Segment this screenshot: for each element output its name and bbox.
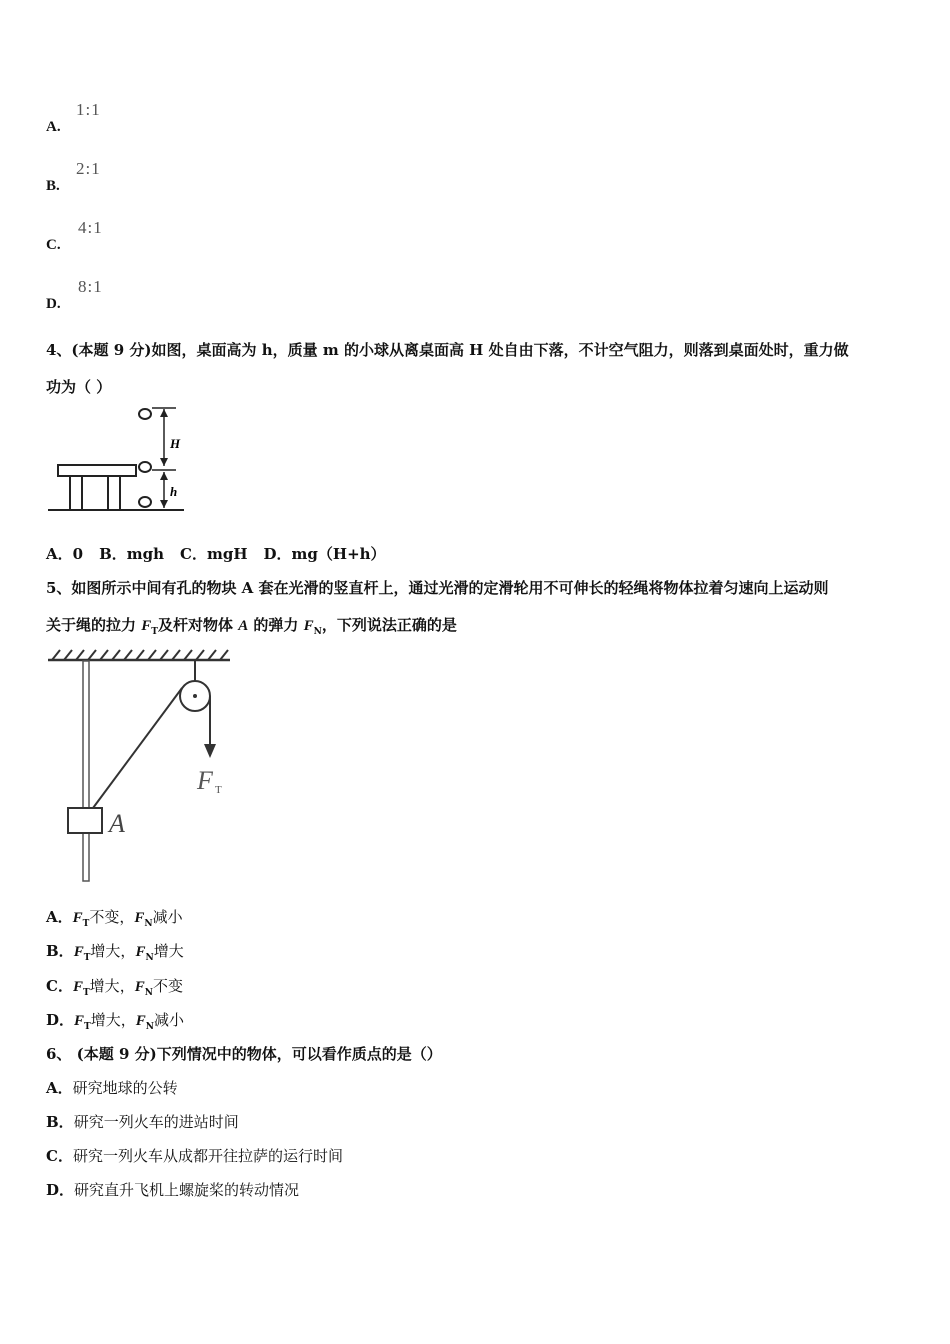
option-text: mgH [206, 545, 248, 563]
table-top [58, 465, 136, 476]
q4-options [46, 543, 386, 564]
label-A: A [109, 809, 125, 838]
option-letter: D． [263, 545, 292, 563]
option-letter: A. [46, 119, 61, 135]
subscript-T: T [84, 1022, 91, 1032]
q5-option-d[interactable] [46, 1009, 184, 1032]
q3-option-d-ratio: 8:1 [78, 277, 103, 296]
q5-stem-text: ，下列说法正确的是 [321, 616, 457, 634]
rope [93, 688, 182, 808]
vertical-rod [83, 661, 89, 881]
option-text: 减小 [154, 1011, 185, 1029]
option-letter: D． [46, 1181, 75, 1199]
option-letter: D. [46, 296, 61, 312]
subscript-T: T [82, 988, 90, 998]
option-letter: D． [46, 1011, 75, 1029]
q5-option-c[interactable] [46, 975, 183, 998]
q4-stem-line2: 功为（ ） [46, 378, 112, 396]
option-letter: C． [46, 1147, 73, 1165]
label-H: H [170, 436, 181, 451]
q6-stem: 6、 (本题 9 分)下列情况中的物体，可以看作质点的是（） [46, 1045, 442, 1063]
option-letter: C． [46, 977, 73, 995]
q5-option-a[interactable] [46, 906, 183, 929]
option-text: 增大 [153, 942, 184, 960]
subscript-N: N [313, 627, 322, 637]
q4-figure-table-ball [46, 404, 186, 516]
label-h: h [170, 484, 178, 499]
separator: ， [120, 1011, 136, 1029]
q3-option-d[interactable] [46, 293, 61, 313]
q6-option-b[interactable] [46, 1111, 239, 1132]
symbol-F: F [72, 979, 83, 995]
option-letter: C． [180, 545, 207, 563]
q6-option-d[interactable] [46, 1179, 299, 1200]
q3-option-a[interactable] [46, 116, 61, 136]
subscript-N: N [144, 919, 153, 929]
q3-option-a-ratio: 1:1 [76, 100, 101, 119]
ball-bottom [139, 497, 151, 507]
q4-option-c[interactable] [180, 545, 248, 563]
subscript-T: T [82, 919, 90, 929]
symbol-F: F [134, 910, 145, 926]
option-text: 不变 [152, 977, 183, 995]
option-letter: B． [46, 1113, 74, 1131]
option-letter: B. [46, 178, 60, 194]
ball-middle [139, 462, 151, 472]
option-text: 研究一列火车从成都开往拉萨的运行时间 [72, 1147, 343, 1165]
symbol-F: F [134, 979, 145, 995]
q4-option-b[interactable] [99, 545, 164, 563]
q3-option-c[interactable] [46, 234, 61, 254]
table-leg [70, 476, 82, 510]
option-letter: A． [46, 545, 73, 563]
arrow-head [204, 744, 216, 758]
subscript-T: T [151, 627, 158, 637]
q4-stem-line1: 4、(本题 9 分)如图，桌面高为 h，质量 m 的小球从离桌面高 H 处自由下落，不计空气阻力，则落到桌面处时，重力做 [46, 341, 849, 359]
subscript-N: N [145, 953, 154, 963]
block-A [68, 808, 102, 833]
symbol-F: F [135, 944, 146, 960]
symbol-F: F [141, 618, 152, 634]
option-text: 研究地球的公转 [72, 1079, 178, 1097]
option-letter: B． [46, 942, 74, 960]
option-letter: C. [46, 237, 61, 253]
option-letter: A． [46, 1079, 73, 1097]
q3-option-c-ratio: 4:1 [78, 218, 103, 237]
label-F: F [197, 766, 213, 795]
q5-stem-text: 的弹力 [248, 616, 304, 634]
option-text: mg（H+h） [291, 545, 386, 563]
option-text: 研究一列火车的进站时间 [73, 1113, 239, 1131]
symbol-F: F [72, 910, 83, 926]
subscript-N: N [144, 988, 153, 998]
q3-option-b-ratio: 2:1 [76, 159, 101, 178]
separator: ， [119, 977, 135, 995]
option-text: 增大 [89, 977, 120, 995]
option-letter: B． [99, 545, 127, 563]
q5-stem-text: 及杆对物体 [157, 616, 239, 634]
q5-option-b[interactable] [46, 940, 184, 963]
option-text: 研究直升飞机上螺旋桨的转动情况 [74, 1181, 300, 1199]
option-letter: A． [46, 908, 73, 926]
symbol-F: F [73, 944, 84, 960]
option-text: 不变 [89, 908, 120, 926]
option-text: 0 [72, 545, 84, 563]
ball-top [139, 409, 151, 419]
ceiling-hatch [52, 650, 228, 660]
q4-option-a[interactable] [46, 545, 83, 563]
option-text: mgh [126, 545, 165, 563]
subscript-N: N [145, 1022, 155, 1032]
symbol-F: F [303, 618, 314, 634]
symbol-F: F [74, 1013, 85, 1029]
option-text: 减小 [152, 908, 183, 926]
q4-option-d[interactable] [264, 545, 386, 563]
q3-option-b[interactable] [46, 175, 60, 195]
separator: ， [119, 908, 135, 926]
option-text: 增大 [90, 1011, 121, 1029]
separator: ， [120, 942, 136, 960]
q6-option-a[interactable] [46, 1077, 178, 1098]
q6-option-c[interactable] [46, 1145, 343, 1166]
symbol-F: F [135, 1013, 146, 1029]
q5-stem-line1: 5、如图所示中间有孔的物块 A 套在光滑的竖直杆上，通过光滑的定滑轮用不可伸长的轻绳将物体拉着匀速向上运动则 [46, 579, 829, 597]
q5-figure-pulley [46, 646, 236, 886]
table-leg [108, 476, 120, 510]
q5-stem-text: 关于绳的拉力 [46, 616, 142, 634]
subscript-T: T [83, 953, 91, 963]
q5-stem-line2 [46, 614, 457, 637]
symbol-A: A [238, 618, 249, 634]
option-text: 增大 [90, 942, 121, 960]
label-T: T [215, 784, 222, 796]
